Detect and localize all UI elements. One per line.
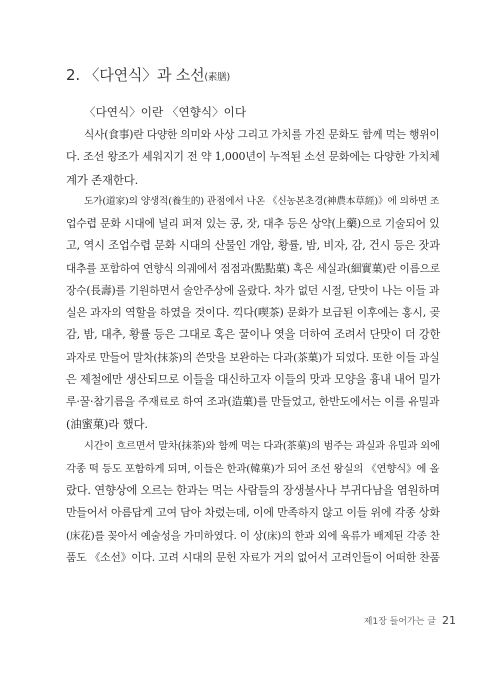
text-line: 실은 과자의 역할을 하였을 것이다. 끽다(喫茶) 문화가 보급된 이후에는 홍시, 곶 — [66, 306, 440, 319]
text-line: 고, 역시 조업수렵 문화 시대의 산물인 개암, 황률, 밤, 비자, 감, 건시 등은 잣과 — [66, 239, 440, 253]
text-line: 루·꿀·참기름을 주재료로 하여 조과(造菓)를 만들었고, 한반도에서는 이를 유밀과 — [66, 395, 440, 408]
text-line: 감, 밤, 대추, 황률 등은 그대로 혹은 꿀이나 엿을 더하여 조려서 단맛이 더 강한 — [66, 328, 441, 342]
text-line: 만들어서 아름답게 고여 담아 차렸는데, 이에 만족하지 않고 이들 위에 각종 상화 — [66, 506, 440, 520]
text-line: (油蜜菓)라 했다. — [66, 417, 148, 432]
text-line: 도가(道家)의 양생적(養生的) 관점에서 나온 《신농본초경(神農本草經)》에 의하면 조 — [84, 195, 440, 207]
page-footer — [364, 614, 456, 627]
section-heading-hanja: (素膳) — [204, 72, 231, 83]
text-line: 시간이 흐르면서 말차(抹茶)와 함께 먹는 다과(茶菓)의 범주는 과실과 유밀과 외에 — [84, 440, 440, 452]
page-number: 21 — [442, 614, 456, 627]
text-line: (床花)를 꽂아서 예술성을 가미하였다. 이 상(床)의 한과 외에 육류가 배제된 각종 찬 — [66, 529, 440, 542]
text-line: 각종 떡 등도 포함하게 되며, 이들은 한과(韓菓)가 되어 조선 왕실의 《연향식》에 올 — [66, 462, 440, 475]
text-line: 대추를 포함하여 연향식 의궤에서 점점과(點點菓) 혹은 세실과(細實菓)란 이름으로 — [66, 261, 440, 275]
section-heading — [66, 64, 230, 85]
text-line: 품도 《소선》이다. 고려 시대의 문헌 자료가 거의 없어서 고려인들이 어떠한 찬품 — [66, 550, 440, 564]
body-text — [66, 124, 440, 569]
text-line: 과자로 만들어 말차(抹茶)의 쓴맛을 보완하는 다과(茶菓)가 되었다. 또한 이들 과실 — [66, 350, 440, 364]
text-line: 랐다. 연향상에 오르는 한과는 먹는 사람들의 장생불사나 부귀다남을 염원하며 — [66, 484, 440, 497]
text-line: 장수(長壽)를 기원하면서 술안주상에 올랐다. 차가 없던 시절, 단맛이 나는 이들 과 — [66, 283, 440, 297]
text-line: 업수렵 문화 시대에 널리 퍼져 있는 콩, 잣, 대추 등은 상약(上藥)으로 기술되어 있 — [66, 217, 440, 230]
text-line: 식사(食事)란 다양한 의미와 사상 그리고 가치를 가진 문화도 함께 먹는 행위이 — [84, 128, 440, 141]
section-heading-text: 2. 〈다연식〉과 소선 — [66, 66, 205, 84]
running-footer-chapter: 제1장 들어가는 글 — [363, 617, 436, 627]
text-line: 계가 존재한다. — [66, 172, 139, 187]
text-line: 은 제철에만 생산되므로 이들을 대신하고자 이들의 맛과 모양을 흉내 내어 밀가 — [66, 372, 441, 386]
subheading: 〈다연식〉이란 〈연향식〉이다 — [84, 105, 247, 119]
text-line: 다. 조선 왕조가 세워지기 전 약 1,000년이 누적된 소선 문화에는 다양한 가치체 — [66, 150, 440, 164]
